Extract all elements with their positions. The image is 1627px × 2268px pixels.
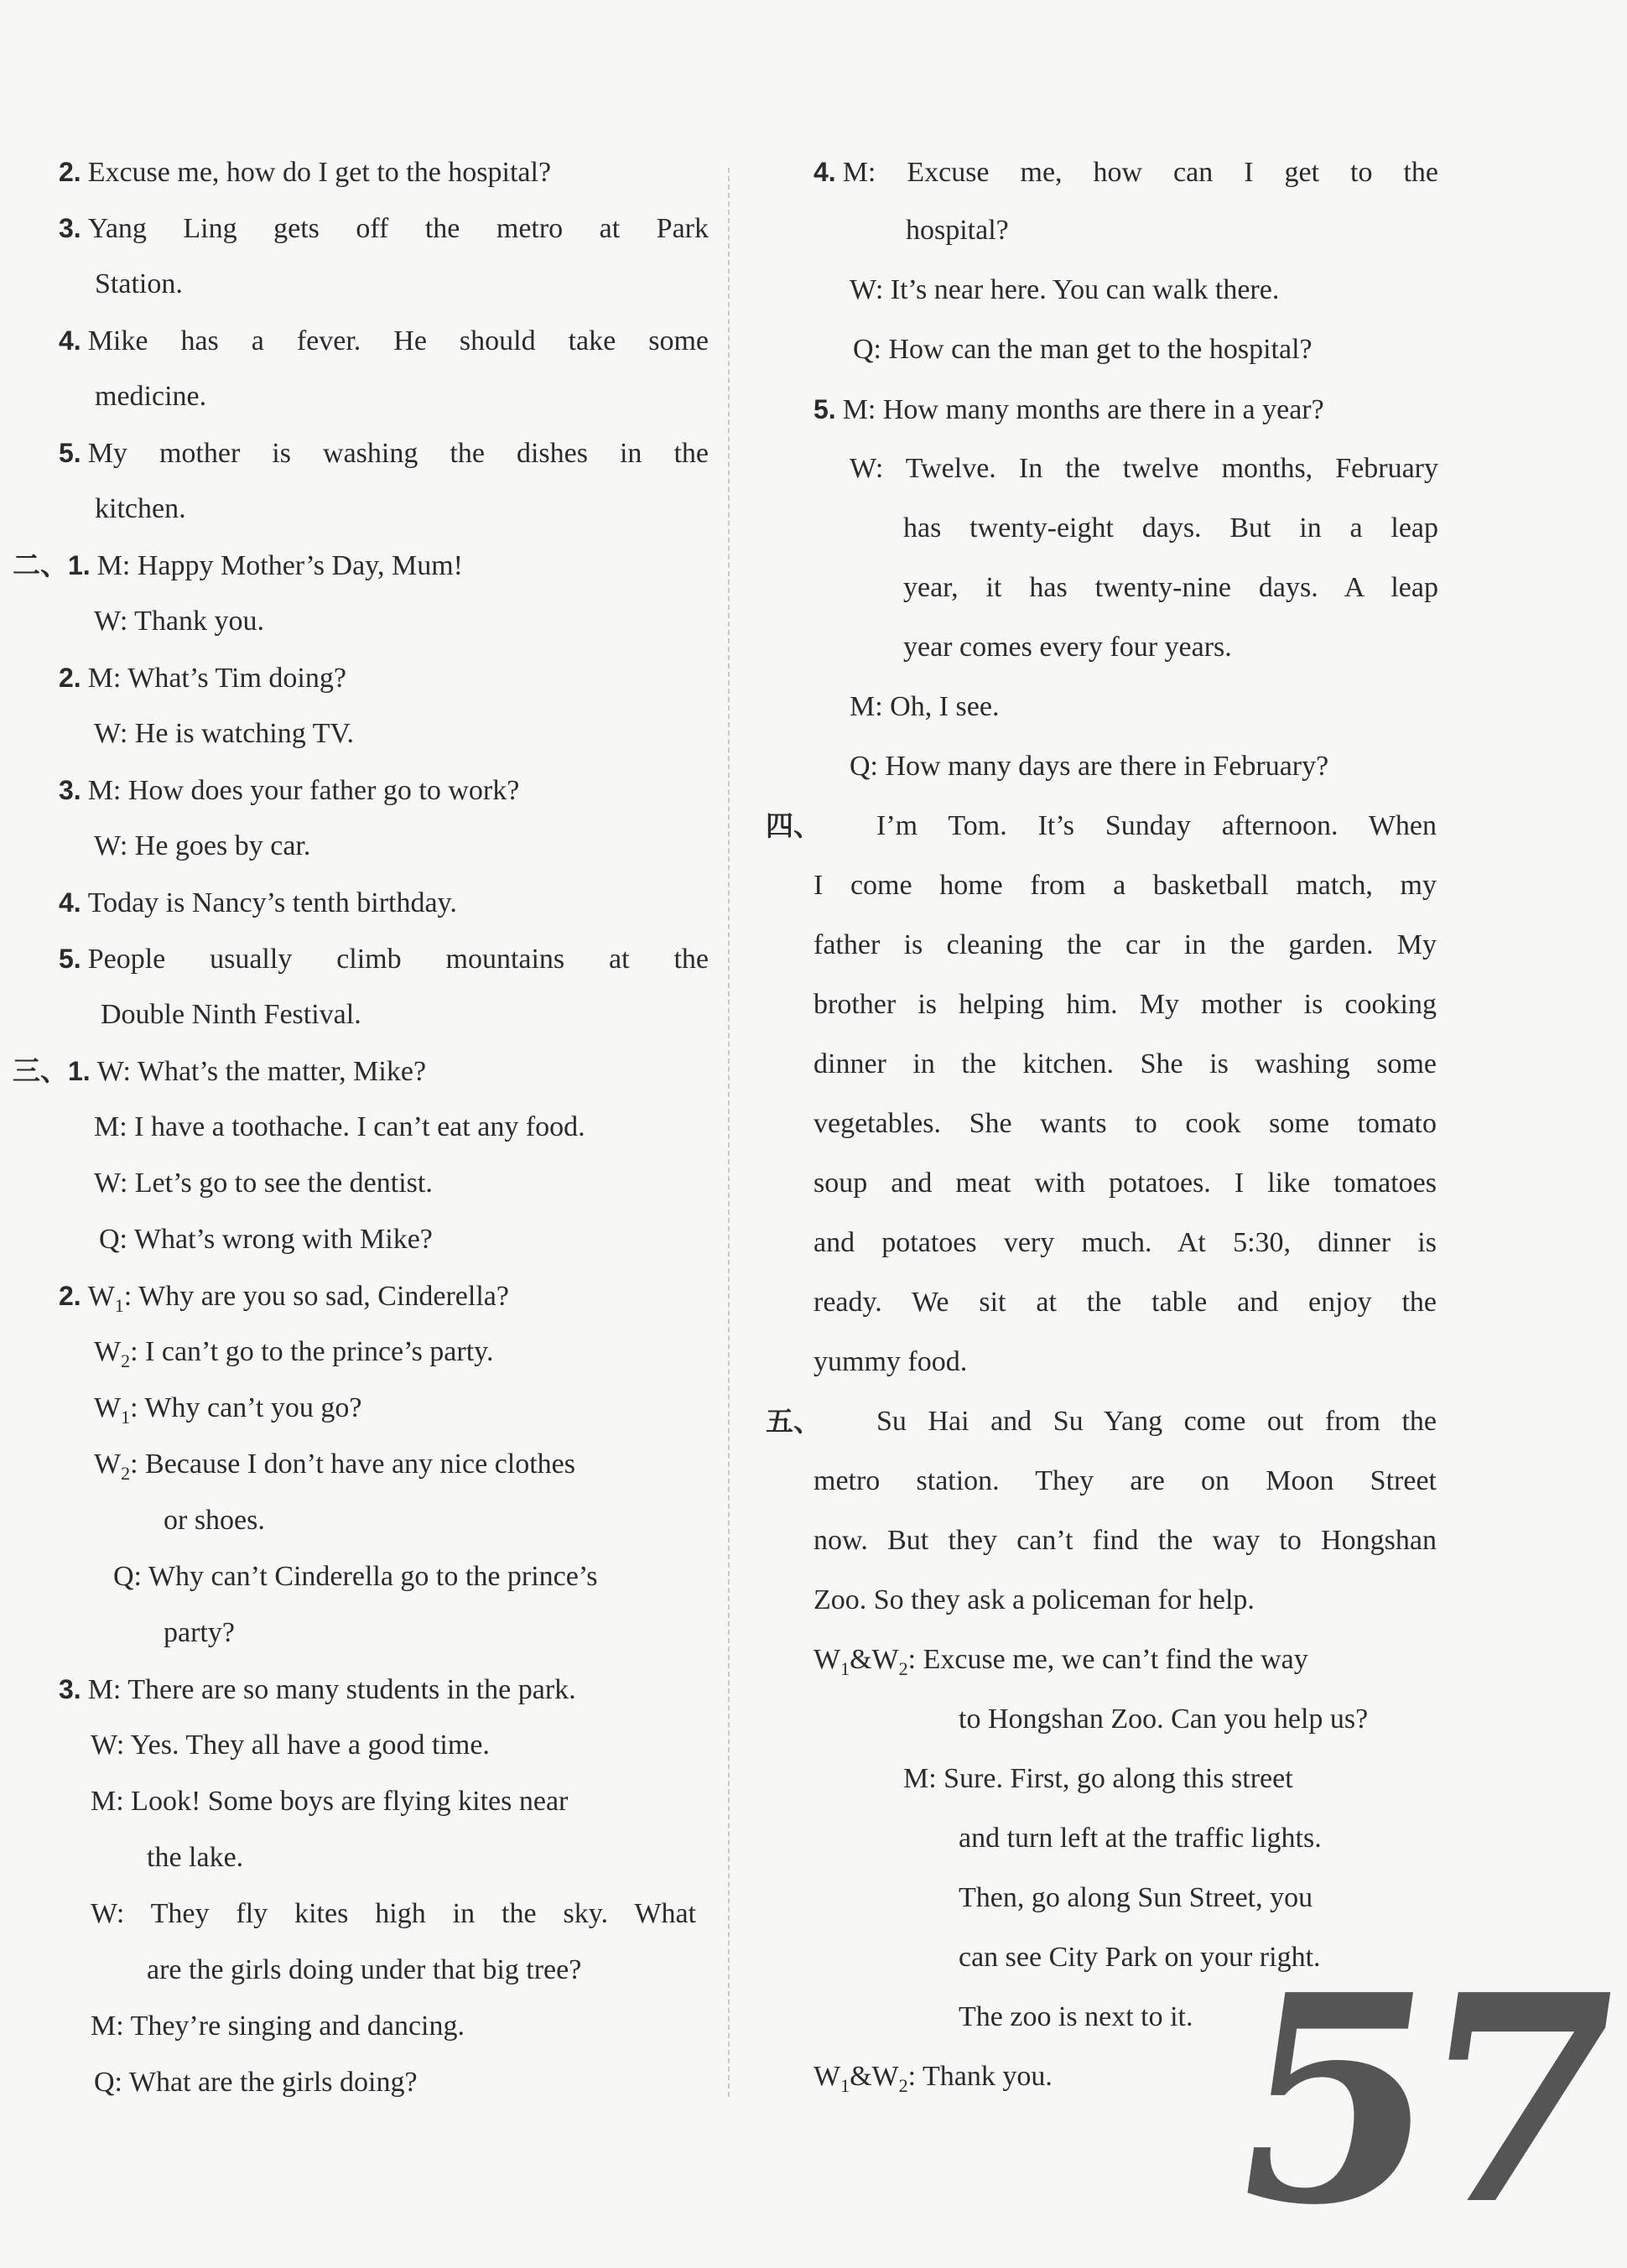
s2-q3-w: W: He goes by car. [94, 830, 311, 861]
s3-q1-q: Q: What’s wrong with Mike? [99, 1224, 433, 1255]
s3-q5-q: Q: How many days are there in February? [850, 751, 1329, 782]
s5-w2: $W_1\&W_2$: Thank you. [814, 2061, 1053, 2096]
s3-q3-m2: M: Look! Some boys are flying kites near [91, 1786, 569, 1817]
s4-line-9: ready. We sit at the table and enjoy the [814, 1287, 1437, 1318]
s3-q3-m3: M: They’re singing and dancing. [91, 2011, 465, 2042]
s5-w1: $W_1\&W_2$: Excuse me, we can’t find the way [814, 1644, 1308, 1679]
s3-q2-b: $W_2$: I can’t go to the prince’s party. [94, 1336, 494, 1371]
s4-line-5: dinner in the kitchen. She is washing some [814, 1048, 1437, 1079]
s1-q3: 3. Yang Ling gets off the metro at Park [59, 213, 709, 244]
s3-q4-w: W: It’s near here. You can walk there. [850, 274, 1280, 305]
s4-line-7: soup and meat with potatoes. I like tomatoes [814, 1168, 1437, 1199]
column-divider [728, 168, 730, 2097]
s3-q1: 三、1. W: What’s the matter, Mike? [13, 1054, 427, 1087]
s3-q4-q: Q: How can the man get to the hospital? [853, 334, 1313, 365]
section-4-label: 四、 [766, 809, 821, 842]
s3-q5-m2: M: Oh, I see. [850, 691, 1000, 722]
s3-q2-a: 2. $W_1$: Why are you so sad, Cinderella? [59, 1281, 509, 1316]
s5-m4: can see City Park on your right. [959, 1942, 1321, 1973]
s5-m2: and turn left at the traffic lights. [959, 1823, 1322, 1854]
s3-q2-d-cont: or shoes. [164, 1505, 265, 1536]
s5-line-3: now. But they can’t find the way to Hongshan [814, 1525, 1437, 1556]
s4-line-3: father is cleaning the car in the garden. My [814, 929, 1437, 960]
s2-q1-w: W: Thank you. [94, 606, 265, 637]
s3-q2-d: $W_2$: Because I don’t have any nice clothes [94, 1449, 575, 1484]
page-number: 57 [1214, 1933, 1627, 2268]
s2-q2-w: W: He is watching TV. [94, 718, 355, 749]
s2-q4: 4. Today is Nancy’s tenth birthday. [59, 887, 457, 918]
s3-q5-m: 5. M: How many months are there in a year? [814, 394, 1324, 425]
section-5-label: 五、 [766, 1405, 821, 1438]
s5-line-2: metro station. They are on Moon Street [814, 1465, 1437, 1496]
s2-q1: 二、1. M: Happy Mother’s Day, Mum! [13, 549, 463, 581]
s1-q5: 5. My mother is washing the dishes in the [59, 438, 709, 469]
s2-q2: 2. M: What’s Tim doing? [59, 663, 346, 694]
s5-m5: The zoo is next to it. [959, 2001, 1193, 2032]
s3-q5-w2: has twenty-eight days. But in a leap [903, 512, 1438, 544]
s1-q4: 4. Mike has a fever. He should take some [59, 325, 709, 356]
s1-q4-cont: medicine. [95, 381, 207, 412]
s3-q3-q: Q: What are the girls doing? [94, 2067, 418, 2098]
s3-q4-m: 4. M: Excuse me, how can I get to the [814, 157, 1438, 188]
s5-line-4: Zoo. So they ask a policeman for help. [814, 1584, 1255, 1615]
s4-line-2: I come home from a basketball match, my [814, 870, 1437, 901]
s1-q5-cont: kitchen. [95, 493, 186, 524]
s3-q5-w4: year comes every four years. [903, 632, 1232, 663]
s4-line-1: I’m Tom. It’s Sunday afternoon. When [876, 810, 1437, 841]
s3-q1-w2: W: Let’s go to see the dentist. [94, 1168, 433, 1199]
s3-q2-q-cont: party? [164, 1617, 235, 1648]
s3-q3-w2: W: They fly kites high in the sky. What [91, 1898, 696, 1929]
s3-q5-w3: year, it has twenty-nine days. A leap [903, 572, 1438, 603]
s5-m1: M: Sure. First, go along this street [903, 1763, 1293, 1794]
s2-q3: 3. M: How does your father go to work? [59, 775, 520, 806]
s3-q3-m1: 3. M: There are so many students in the park. [59, 1674, 576, 1705]
s3-q3-w1: W: Yes. They all have a good time. [91, 1730, 490, 1761]
s4-line-4: brother is helping him. My mother is cooking [814, 989, 1437, 1020]
s1-q2: 2. Excuse me, how do I get to the hospital? [59, 157, 552, 188]
s2-q5-cont: Double Ninth Festival. [101, 999, 361, 1030]
s3-q2-c: $W_1$: Why can’t you go? [94, 1392, 362, 1428]
s3-q3-m2-cont: the lake. [147, 1842, 244, 1873]
s2-q5: 5. People usually climb mountains at the [59, 944, 709, 975]
s3-q2-q: Q: Why can’t Cinderella go to the prince’s [113, 1561, 598, 1592]
s4-line-6: vegetables. She wants to cook some tomato [814, 1108, 1437, 1139]
s5-m3: Then, go along Sun Street, you [959, 1882, 1313, 1913]
s4-line-10: yummy food. [814, 1346, 968, 1377]
s3-q5-w1: W: Twelve. In the twelve months, February [850, 453, 1438, 484]
s4-line-8: and potatoes very much. At 5:30, dinner is [814, 1227, 1437, 1258]
s3-q4-m-cont: hospital? [906, 215, 1009, 246]
s3-q1-m: M: I have a toothache. I can’t eat any food. [94, 1111, 585, 1142]
s1-q3-cont: Station. [95, 268, 183, 299]
s5-w1-cont: to Hongshan Zoo. Can you help us? [959, 1704, 1369, 1735]
s5-line-1: Su Hai and Su Yang come out from the [876, 1406, 1437, 1437]
s3-q3-w2-cont: are the girls doing under that big tree? [147, 1954, 582, 1985]
